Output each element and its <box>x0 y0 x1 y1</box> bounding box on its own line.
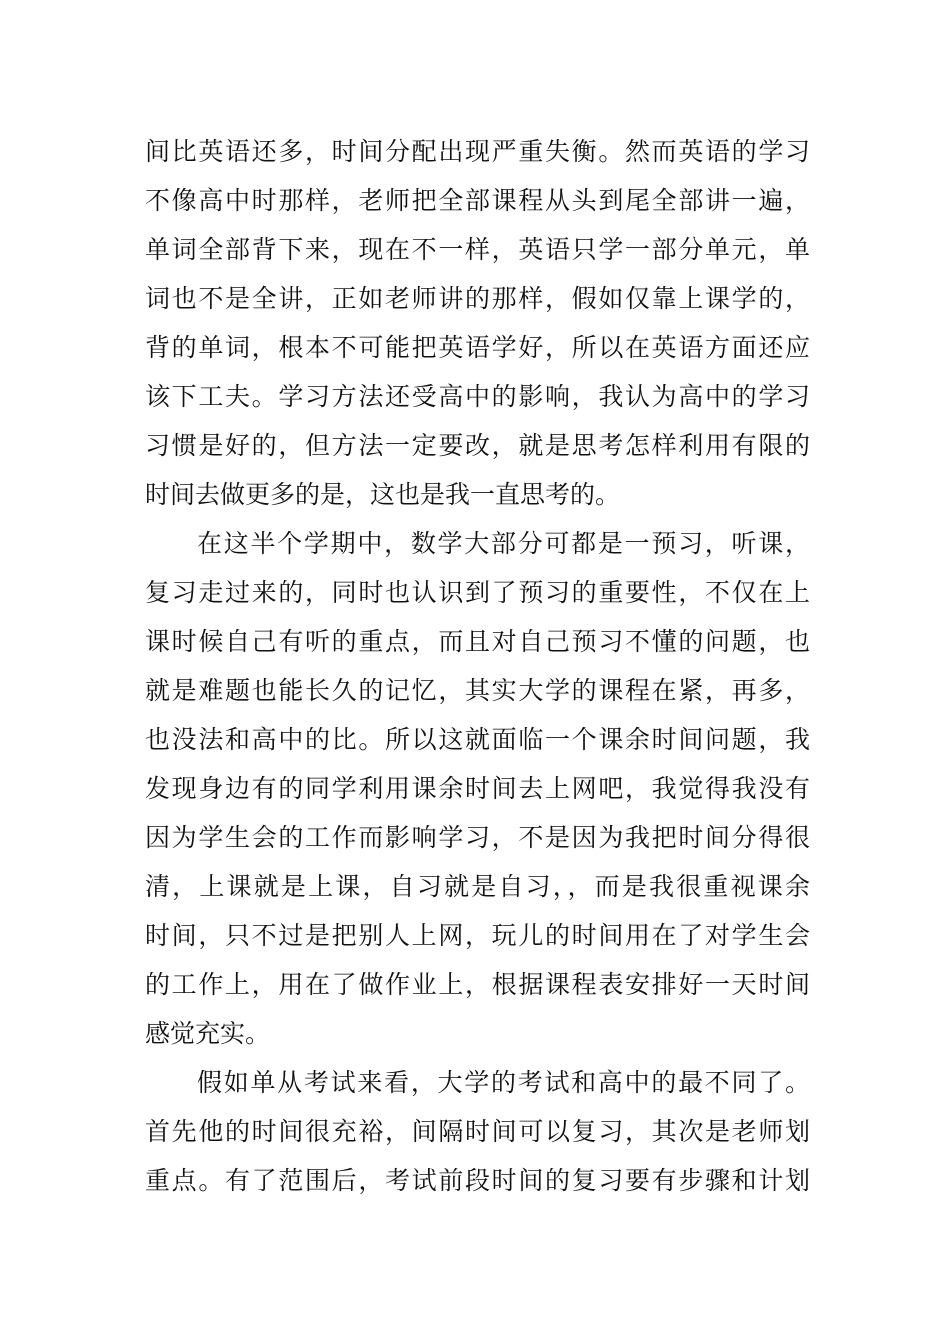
text-line: 发现身边有的同学利用课余时间去上网吧，我觉得我没有 <box>145 774 810 803</box>
text-line: 在这半个学期中，数学大部分可都是一预习，听课， <box>197 529 810 558</box>
text-line: 重点。有了范围后，考试前段时间的复习要有步骤和计划 <box>145 1166 810 1195</box>
text-line: 不像高中时那样，老师把全部课程从头到尾全部讲一遍， <box>145 186 810 215</box>
document-body <box>145 127 810 1205</box>
text-line: 因为学生会的工作而影响学习，不是因为我把时间分得很 <box>145 823 810 852</box>
text-line: 假如单从考试来看，大学的考试和高中的最不同了。 <box>197 1068 810 1097</box>
text-line: 感觉充实。 <box>145 1019 271 1048</box>
text-line: 习惯是好的，但方法一定要改，就是思考怎样利用有限的 <box>145 431 810 460</box>
text-line: 间比英语还多，时间分配出现严重失衡。然而英语的学习 <box>145 137 810 166</box>
text-line: 时间去做更多的是，这也是我一直思考的。 <box>145 480 621 509</box>
text-line: 首先他的时间很充裕，间隔时间可以复习，其次是老师划 <box>145 1117 810 1146</box>
text-line: 课时候自己有听的重点，而且对自己预习不懂的问题，也 <box>145 627 810 656</box>
text-line: 复习走过来的，同时也认识到了预习的重要性，不仅在上 <box>145 578 810 607</box>
text-line: 背的单词，根本不可能把英语学好，所以在英语方面还应 <box>145 333 810 362</box>
text-line: 该下工夫。学习方法还受高中的影响，我认为高中的学习 <box>145 382 810 411</box>
text-line: 词也不是全讲，正如老师讲的那样，假如仅靠上课学的， <box>145 284 810 313</box>
text-line: 就是难题也能长久的记忆，其实大学的课程在紧，再多， <box>145 676 810 705</box>
text-line: 也没法和高中的比。所以这就面临一个课余时间问题，我 <box>145 725 810 754</box>
text-line: 时间，只不过是把别人上网，玩儿的时间用在了对学生会 <box>145 921 810 950</box>
text-line: 的工作上，用在了做作业上，根据课程表安排好一天时间 <box>145 970 810 999</box>
text-line: 清，上课就是上课，自习就是自习，，而是我很重视课余 <box>145 872 810 901</box>
text-line: 单词全部背下来，现在不一样，英语只学一部分单元，单 <box>145 235 810 264</box>
